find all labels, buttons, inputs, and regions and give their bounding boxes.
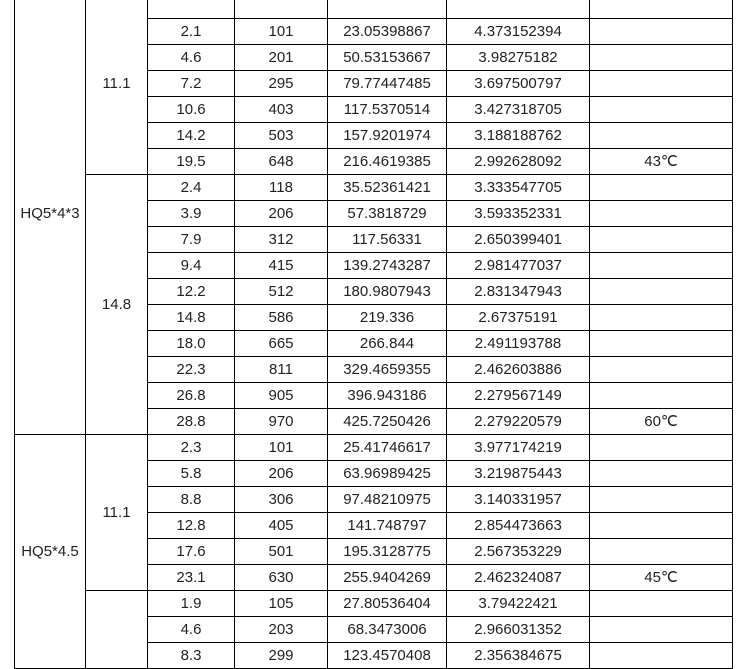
value-cell: 3.697500797 bbox=[447, 71, 590, 97]
value-cell: 17.6 bbox=[148, 539, 235, 565]
value-cell: 12.8 bbox=[148, 513, 235, 539]
value-cell: 329.4659355 bbox=[328, 357, 447, 383]
value-cell: 123.4570408 bbox=[328, 643, 447, 669]
value-cell: 905 bbox=[235, 383, 328, 409]
value-cell: 295 bbox=[235, 71, 328, 97]
value-cell: 2.279220579 bbox=[447, 409, 590, 435]
value-cell: 306 bbox=[235, 487, 328, 513]
value-cell: 18.0 bbox=[148, 331, 235, 357]
value-cell: 2.854473663 bbox=[447, 513, 590, 539]
value-cell: 503 bbox=[235, 123, 328, 149]
value-cell: 3.219875443 bbox=[447, 461, 590, 487]
value-cell: 2.3 bbox=[148, 435, 235, 461]
table-row bbox=[15, 591, 733, 617]
value-cell: 12.2 bbox=[148, 279, 235, 305]
temperature-note-cell bbox=[590, 305, 733, 331]
temperature-note-cell bbox=[590, 643, 733, 669]
value-cell: 141.748797 bbox=[328, 513, 447, 539]
temperature-note-cell bbox=[590, 383, 733, 409]
voltage-cell bbox=[86, 591, 148, 669]
value-cell: 105 bbox=[235, 591, 328, 617]
model-cell: HQ5*4.5 bbox=[15, 435, 86, 669]
table-row bbox=[15, 435, 733, 461]
value-cell bbox=[328, 0, 447, 19]
temperature-note-cell bbox=[590, 19, 733, 45]
value-cell: 2.462324087 bbox=[447, 565, 590, 591]
value-cell bbox=[447, 0, 590, 19]
value-cell: 201 bbox=[235, 45, 328, 71]
value-cell: 118 bbox=[235, 175, 328, 201]
value-cell: 206 bbox=[235, 201, 328, 227]
value-cell: 255.9404269 bbox=[328, 565, 447, 591]
value-cell: 50.53153667 bbox=[328, 45, 447, 71]
temperature-note-cell bbox=[590, 279, 733, 305]
temperature-note-cell bbox=[590, 123, 733, 149]
value-cell: 4.6 bbox=[148, 45, 235, 71]
value-cell: 57.3818729 bbox=[328, 201, 447, 227]
value-cell: 219.336 bbox=[328, 305, 447, 331]
value-cell: 23.1 bbox=[148, 565, 235, 591]
temperature-note-cell: 45℃ bbox=[590, 565, 733, 591]
value-cell: 2.4 bbox=[148, 175, 235, 201]
value-cell: 8.8 bbox=[148, 487, 235, 513]
value-cell: 63.96989425 bbox=[328, 461, 447, 487]
value-cell: 3.98275182 bbox=[447, 45, 590, 71]
value-cell: 396.943186 bbox=[328, 383, 447, 409]
value-cell: 139.2743287 bbox=[328, 253, 447, 279]
value-cell: 3.593352331 bbox=[447, 201, 590, 227]
voltage-cell: 11.1 bbox=[86, 435, 148, 591]
temperature-note-cell bbox=[590, 45, 733, 71]
value-cell: 3.333547705 bbox=[447, 175, 590, 201]
value-cell: 68.3473006 bbox=[328, 617, 447, 643]
temperature-note-cell bbox=[590, 539, 733, 565]
value-cell: 2.992628092 bbox=[447, 149, 590, 175]
value-cell: 5.8 bbox=[148, 461, 235, 487]
value-cell: 2.567353229 bbox=[447, 539, 590, 565]
value-cell: 117.5370514 bbox=[328, 97, 447, 123]
value-cell: 2.462603886 bbox=[447, 357, 590, 383]
value-cell: 1.9 bbox=[148, 591, 235, 617]
value-cell: 117.56331 bbox=[328, 227, 447, 253]
voltage-cell: 11.1 bbox=[86, 0, 148, 175]
value-cell: 22.3 bbox=[148, 357, 235, 383]
value-cell: 195.3128775 bbox=[328, 539, 447, 565]
model-cell: HQ5*4*3 bbox=[15, 0, 86, 435]
motor-test-table bbox=[14, 0, 733, 669]
temperature-note-cell bbox=[590, 331, 733, 357]
voltage-cell: 14.8 bbox=[86, 175, 148, 435]
value-cell: 79.77447485 bbox=[328, 71, 447, 97]
value-cell: 630 bbox=[235, 565, 328, 591]
value-cell: 2.966031352 bbox=[447, 617, 590, 643]
value-cell: 3.188188762 bbox=[447, 123, 590, 149]
value-cell bbox=[235, 0, 328, 19]
value-cell: 25.41746617 bbox=[328, 435, 447, 461]
value-cell: 501 bbox=[235, 539, 328, 565]
temperature-note-cell bbox=[590, 487, 733, 513]
value-cell: 4.373152394 bbox=[447, 19, 590, 45]
temperature-note-cell bbox=[590, 253, 733, 279]
value-cell: 2.279567149 bbox=[447, 383, 590, 409]
value-cell: 157.9201974 bbox=[328, 123, 447, 149]
value-cell: 3.79422421 bbox=[447, 591, 590, 617]
value-cell: 586 bbox=[235, 305, 328, 331]
value-cell: 23.05398867 bbox=[328, 19, 447, 45]
value-cell: 27.80536404 bbox=[328, 591, 447, 617]
value-cell: 2.650399401 bbox=[447, 227, 590, 253]
value-cell: 2.356384675 bbox=[447, 643, 590, 669]
value-cell: 3.140331957 bbox=[447, 487, 590, 513]
value-cell: 8.3 bbox=[148, 643, 235, 669]
temperature-note-cell bbox=[590, 201, 733, 227]
temperature-note-cell bbox=[590, 357, 733, 383]
value-cell: 4.6 bbox=[148, 617, 235, 643]
value-cell: 3.9 bbox=[148, 201, 235, 227]
value-cell: 266.844 bbox=[328, 331, 447, 357]
value-cell: 425.7250426 bbox=[328, 409, 447, 435]
value-cell: 101 bbox=[235, 19, 328, 45]
value-cell: 7.2 bbox=[148, 71, 235, 97]
value-cell: 10.6 bbox=[148, 97, 235, 123]
temperature-note-cell bbox=[590, 591, 733, 617]
value-cell: 2.1 bbox=[148, 19, 235, 45]
value-cell: 35.52361421 bbox=[328, 175, 447, 201]
value-cell: 3.427318705 bbox=[447, 97, 590, 123]
value-cell: 28.8 bbox=[148, 409, 235, 435]
temperature-note-cell bbox=[590, 175, 733, 201]
value-cell: 101 bbox=[235, 435, 328, 461]
temperature-note-cell bbox=[590, 435, 733, 461]
temperature-note-cell bbox=[590, 617, 733, 643]
value-cell: 415 bbox=[235, 253, 328, 279]
value-cell: 2.981477037 bbox=[447, 253, 590, 279]
value-cell: 97.48210975 bbox=[328, 487, 447, 513]
temperature-note-cell bbox=[590, 0, 733, 19]
table-row bbox=[15, 0, 733, 19]
value-cell: 811 bbox=[235, 357, 328, 383]
temperature-note-cell bbox=[590, 227, 733, 253]
value-cell: 970 bbox=[235, 409, 328, 435]
value-cell: 206 bbox=[235, 461, 328, 487]
value-cell: 9.4 bbox=[148, 253, 235, 279]
value-cell: 648 bbox=[235, 149, 328, 175]
temperature-note-cell bbox=[590, 97, 733, 123]
value-cell: 26.8 bbox=[148, 383, 235, 409]
value-cell: 2.831347943 bbox=[447, 279, 590, 305]
value-cell: 512 bbox=[235, 279, 328, 305]
value-cell: 14.2 bbox=[148, 123, 235, 149]
value-cell: 14.8 bbox=[148, 305, 235, 331]
value-cell: 405 bbox=[235, 513, 328, 539]
value-cell: 312 bbox=[235, 227, 328, 253]
value-cell: 403 bbox=[235, 97, 328, 123]
temperature-note-cell bbox=[590, 461, 733, 487]
value-cell: 203 bbox=[235, 617, 328, 643]
table-row bbox=[15, 175, 733, 201]
value-cell: 19.5 bbox=[148, 149, 235, 175]
value-cell: 2.491193788 bbox=[447, 331, 590, 357]
temperature-note-cell bbox=[590, 513, 733, 539]
value-cell: 665 bbox=[235, 331, 328, 357]
value-cell: 180.9807943 bbox=[328, 279, 447, 305]
value-cell: 2.67375191 bbox=[447, 305, 590, 331]
value-cell: 216.4619385 bbox=[328, 149, 447, 175]
value-cell: 299 bbox=[235, 643, 328, 669]
value-cell: 7.9 bbox=[148, 227, 235, 253]
temperature-note-cell bbox=[590, 71, 733, 97]
value-cell: 3.977174219 bbox=[447, 435, 590, 461]
temperature-note-cell: 43℃ bbox=[590, 149, 733, 175]
value-cell bbox=[148, 0, 235, 19]
temperature-note-cell: 60℃ bbox=[590, 409, 733, 435]
